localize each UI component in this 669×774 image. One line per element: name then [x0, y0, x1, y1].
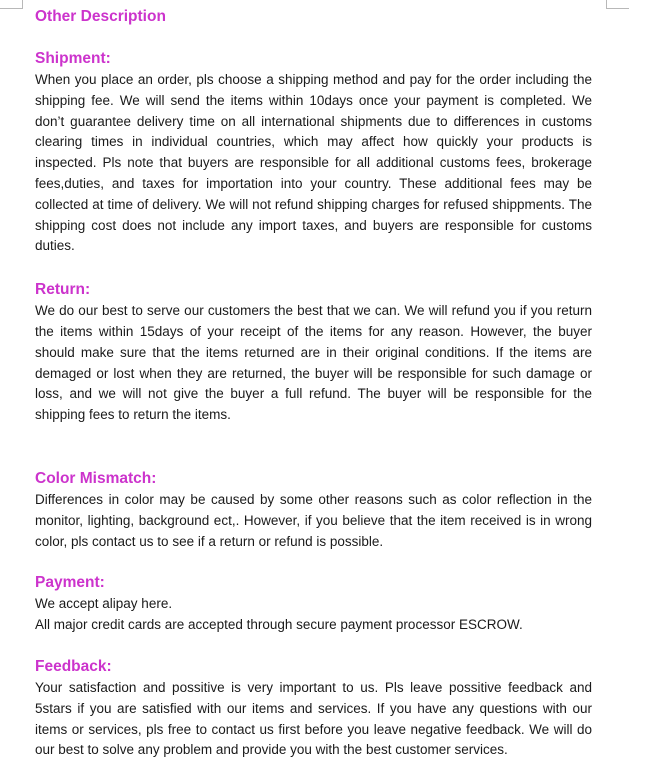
paragraph: Your satisfaction and possitive is very important to us. Pls leave possitive feedback and 5stars if you are satisfied with our items and services. If you have any questions with our items or services, pls free to contact us first before you leave negative feedback. We will do our best to solve any problem and provide you with the best customer services.: [35, 679, 592, 758]
section-body-shipment: [35, 70, 592, 257]
section-payment: [35, 572, 592, 636]
page-corner-mark-right: [606, 0, 629, 9]
paragraph: We do our best to serve our customers the best that we can. We will refund you if you return the items within 15days of your receipt of the items for any reason. However, the buyer should make sure that the items returned are in their original conditions. If the items are demaged or lost when they are returned, the buyer will be responsible for such damage or loss, and we will not give the buyer a full refund. The buyer will be responsible for the shipping fees to return the items.: [35, 303, 592, 423]
section-body-return: [35, 301, 592, 426]
section-feedback: [35, 656, 592, 761]
paragraph: When you place an order, pls choose a shipping method and pay for the order including the shipping fee. We will send the items within 10days once your payment is completed. We don’t guarantee delivery time on all international shipments due to differences in customs clearing times in individual countries, which may affect how quickly your products is inspected. Pls note that buyers are responsible for all additional customs fees, brokerage fees,duties, and taxes for importation into your country. These additional fees may be collected at time of delivery. We will not refund shipping charges for refused shippments. The shipping cost does not include any import taxes, and buyers are responsible for customs duties.: [35, 72, 592, 254]
section-body-payment: [35, 594, 592, 636]
paragraph: Differences in color may be caused by some other reasons such as color reflection in the monitor, lighting, background ect,. However, if you believe that the item received is in wrong color, pls contact us to see if a return or refund is possible.: [35, 491, 592, 549]
section-heading-feedback: Feedback:: [35, 657, 112, 675]
page-corner-mark-left: [0, 0, 23, 9]
document-page: [35, 6, 592, 761]
section-heading-payment: Payment:: [35, 574, 105, 592]
paragraph: We accept alipay here.: [35, 596, 173, 612]
section-heading-return: Return:: [35, 281, 91, 299]
section-heading-color-mismatch: Color Mismatch:: [35, 469, 157, 487]
paragraph: All major credit cards are accepted through secure payment processor ESCROW.: [35, 617, 523, 633]
section-body-color-mismatch: [35, 490, 592, 552]
document-title: Other Description: [35, 8, 166, 25]
section-heading-shipment: Shipment:: [35, 50, 111, 67]
section-shipment: [35, 48, 592, 257]
section-return: [35, 279, 592, 426]
section-body-feedback: [35, 678, 592, 761]
section-color-mismatch: [35, 468, 592, 552]
